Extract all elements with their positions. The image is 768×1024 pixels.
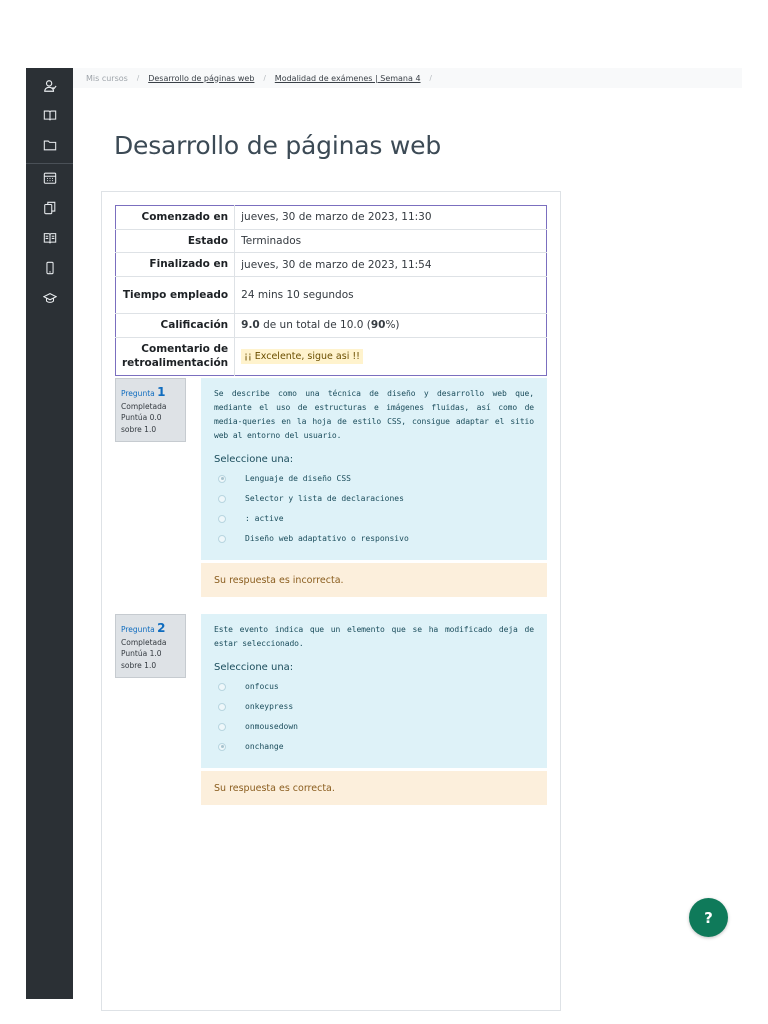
- breadcrumb-item-course[interactable]: Desarrollo de páginas web: [148, 73, 255, 83]
- question-text: Este evento indica que un elemento que se ha modificado deja de estar seleccionado.: [214, 625, 534, 648]
- radio-button[interactable]: [218, 743, 226, 751]
- nav-item-files[interactable]: [26, 133, 73, 157]
- help-button[interactable]: ?: [689, 898, 728, 937]
- breadcrumb-item-section[interactable]: Modalidad de exámenes | Semana 4: [274, 73, 421, 83]
- summary-label: Comenzado en: [116, 206, 235, 230]
- answer-option-label: onfocus: [245, 681, 279, 691]
- summary-label: Finalizado en: [116, 253, 235, 277]
- radio-button[interactable]: [218, 703, 226, 711]
- summary-label: Tiempo empleado: [116, 277, 235, 314]
- answer-option[interactable]: [214, 717, 534, 737]
- grade-percent: 90: [370, 319, 386, 332]
- summary-row-started: [116, 206, 547, 230]
- radio-button[interactable]: [218, 475, 226, 483]
- breadcrumb-separator: /: [136, 74, 140, 82]
- answer-option[interactable]: [214, 737, 534, 757]
- nav-item-content-bank[interactable]: [26, 196, 73, 220]
- question-content-1: [201, 378, 547, 560]
- question-label: Pregunta: [121, 389, 155, 398]
- page-title: Desarrollo de páginas web: [114, 131, 442, 160]
- graduation-cap-icon: [43, 291, 57, 305]
- book-icon: [43, 108, 57, 122]
- answer-option-label: Diseño web adaptativo o responsivo: [245, 533, 409, 543]
- feedback-badge: ¡¡ Excelente, sigue asi !!: [241, 349, 363, 364]
- answer-option[interactable]: [214, 509, 534, 529]
- user-icon: [43, 79, 57, 93]
- breadcrumb-separator: /: [263, 74, 266, 82]
- calendar-icon: [43, 171, 57, 185]
- question-state: Completada: [121, 402, 167, 411]
- summary-value: jueves, 30 de marzo de 2023, 11:54: [235, 253, 547, 277]
- nav-item-participants[interactable]: [26, 74, 73, 98]
- answer-option-label: onkeypress: [245, 701, 294, 711]
- summary-row-time-taken: [116, 277, 547, 314]
- breadcrumb: [73, 68, 742, 88]
- radio-button[interactable]: [218, 683, 226, 691]
- question-content-2: [201, 614, 547, 768]
- answer-option-label: Selector y lista de declaraciones: [245, 493, 404, 503]
- radio-button[interactable]: [218, 515, 226, 523]
- copy-icon: [43, 201, 57, 215]
- summary-value: 24 mins 10 segundos: [235, 277, 547, 314]
- question-mark: Puntúa 1.0 sobre 1.0: [121, 649, 162, 670]
- grade-percent-suffix: %): [385, 319, 400, 332]
- question-mark: Puntúa 0.0 sobre 1.0: [121, 413, 162, 434]
- question-info-1: [115, 378, 186, 442]
- answer-prompt: Seleccione una:: [214, 662, 294, 673]
- question-label: Pregunta: [121, 625, 155, 634]
- answer-prompt: Seleccione una:: [214, 454, 294, 465]
- sidebar: [26, 68, 73, 999]
- answer-option-label: Lenguaje de diseño CSS: [245, 473, 351, 483]
- answer-option[interactable]: [214, 677, 534, 697]
- summary-value: [235, 337, 547, 375]
- summary-value: [235, 314, 547, 338]
- answer-option[interactable]: [214, 697, 534, 717]
- grade-score: 9.0: [241, 319, 260, 332]
- summary-row-finished: [116, 253, 547, 277]
- summary-label: Comentario de retroalimentación: [116, 337, 235, 375]
- answer-option-label: onchange: [245, 741, 284, 751]
- summary-row-grade: [116, 314, 547, 338]
- nav-item-grades[interactable]: [26, 103, 73, 127]
- answer-feedback-2: Su respuesta es correcta.: [201, 771, 547, 805]
- answer-option[interactable]: [214, 469, 534, 489]
- nav-item-mobile-app[interactable]: [26, 256, 73, 280]
- summary-value: Terminados: [235, 229, 547, 253]
- summary-label: Calificación: [116, 314, 235, 338]
- answer-feedback-1: Su respuesta es incorrecta.: [201, 563, 547, 597]
- answer-option[interactable]: [214, 489, 534, 509]
- grade-total-text: de un total de 10.0 (: [259, 319, 371, 332]
- summary-label: Estado: [116, 229, 235, 253]
- answer-option-label: onmousedown: [245, 721, 298, 731]
- question-info-2: [115, 614, 186, 678]
- question-text: Se describe como una técnica de diseño y desarrollo web que, mediante el uso de estructuras e imágenes fluidas, así como de media-queries en la hoja de estilo CSS, consigue adaptar el sitio web al entorno del usuario.: [214, 389, 534, 440]
- answer-option-label: : active: [245, 513, 284, 523]
- radio-button[interactable]: [218, 535, 226, 543]
- attempt-summary-table: [115, 205, 547, 376]
- radio-button[interactable]: [218, 495, 226, 503]
- sidebar-divider: [26, 163, 73, 164]
- book-open-icon: [43, 231, 57, 245]
- answer-option[interactable]: [214, 529, 534, 549]
- mobile-icon: [43, 261, 57, 275]
- question-number: 2: [157, 621, 166, 635]
- summary-value: jueves, 30 de marzo de 2023, 11:30: [235, 206, 547, 230]
- breadcrumb-item-my-courses[interactable]: Mis cursos: [86, 73, 128, 83]
- summary-row-state: [116, 229, 547, 253]
- nav-item-courses[interactable]: [26, 286, 73, 310]
- breadcrumb-separator: /: [429, 74, 432, 82]
- nav-item-library[interactable]: [26, 226, 73, 250]
- folder-icon: [43, 138, 57, 152]
- summary-row-feedback: [116, 337, 547, 375]
- question-state: Completada: [121, 638, 167, 647]
- nav-item-calendar[interactable]: [26, 166, 73, 190]
- question-number: 1: [157, 385, 166, 399]
- radio-button[interactable]: [218, 723, 226, 731]
